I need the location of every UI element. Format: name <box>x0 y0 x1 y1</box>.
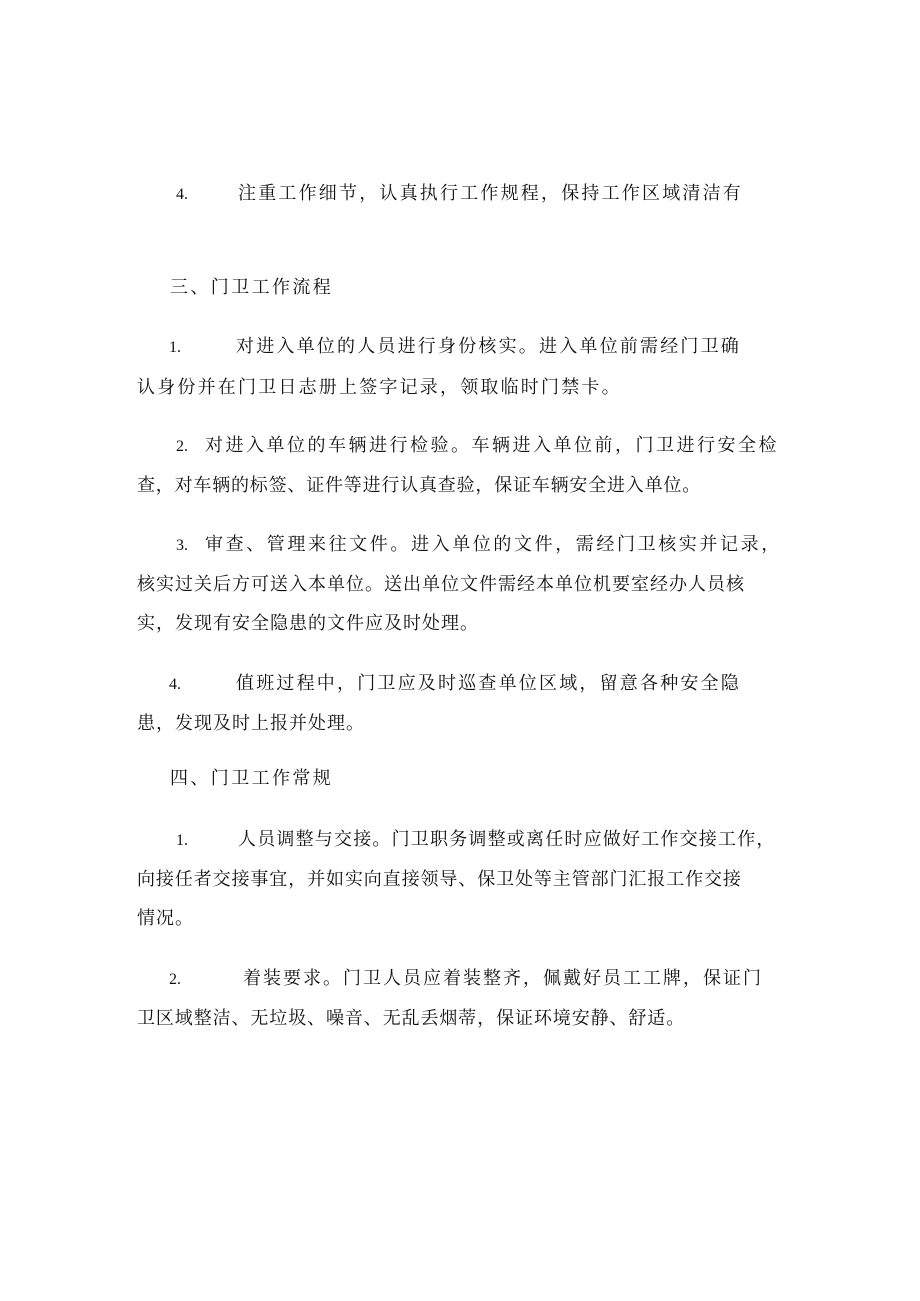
item-number: 4. <box>176 186 188 203</box>
item-number: 1. <box>169 339 181 356</box>
paragraph-line: 对进入单位的车辆进行检验。车辆进入单位前，门卫进行安全检 <box>205 435 779 456</box>
section-heading: 四、门卫工作常规 <box>170 768 334 789</box>
paragraph-line: 卫区域整洁、无垃圾、噪音、无乱丢烟蒂，保证环境安静、舒适。 <box>137 1008 686 1029</box>
paragraph-line: 查，对车辆的标签、证件等进行认真查验，保证车辆安全进入单位。 <box>137 475 701 496</box>
section-heading: 三、门卫工作流程 <box>170 277 334 298</box>
item-number: 2. <box>176 438 188 455</box>
paragraph-line: 认身份并在门卫日志册上签字记录，领取临时门禁卡。 <box>137 377 622 398</box>
item-number: 4. <box>169 676 181 693</box>
paragraph-line: 实，发现有安全隐患的文件应及时处理。 <box>137 613 479 634</box>
paragraph-line: 值班过程中，门卫应及时巡查单位区域，留意各种安全隐 <box>236 673 741 694</box>
paragraph-line: 对进入单位的人员进行身份核实。进入单位前需经门卫确 <box>236 336 741 357</box>
paragraph-line: 情况。 <box>137 908 194 929</box>
paragraph-line: 核实过关后方可送入本单位。送出单位文件需经本单位机要室经办人员核 <box>137 574 745 595</box>
paragraph-line: 人员调整与交接。门卫职务调整或离任时应做好工作交接工作， <box>238 829 776 850</box>
item-number: 1. <box>176 832 188 849</box>
paragraph-line: 着装要求。门卫人员应着装整齐，佩戴好员工工牌，保证门 <box>243 968 763 989</box>
paragraph-line: 注重工作细节，认真执行工作规程，保持工作区域清洁有 <box>238 183 743 204</box>
item-number: 3. <box>176 537 188 554</box>
item-number: 2. <box>169 971 181 988</box>
paragraph-line: 向接任者交接事宜，并如实向直接领导、保卫处等主管部门汇报工作交接 <box>137 869 742 890</box>
paragraph-line: 患，发现及时上报并处理。 <box>137 713 365 734</box>
paragraph-line: 审查、管理来往文件。进入单位的文件，需经门卫核实并记录， <box>205 534 782 555</box>
